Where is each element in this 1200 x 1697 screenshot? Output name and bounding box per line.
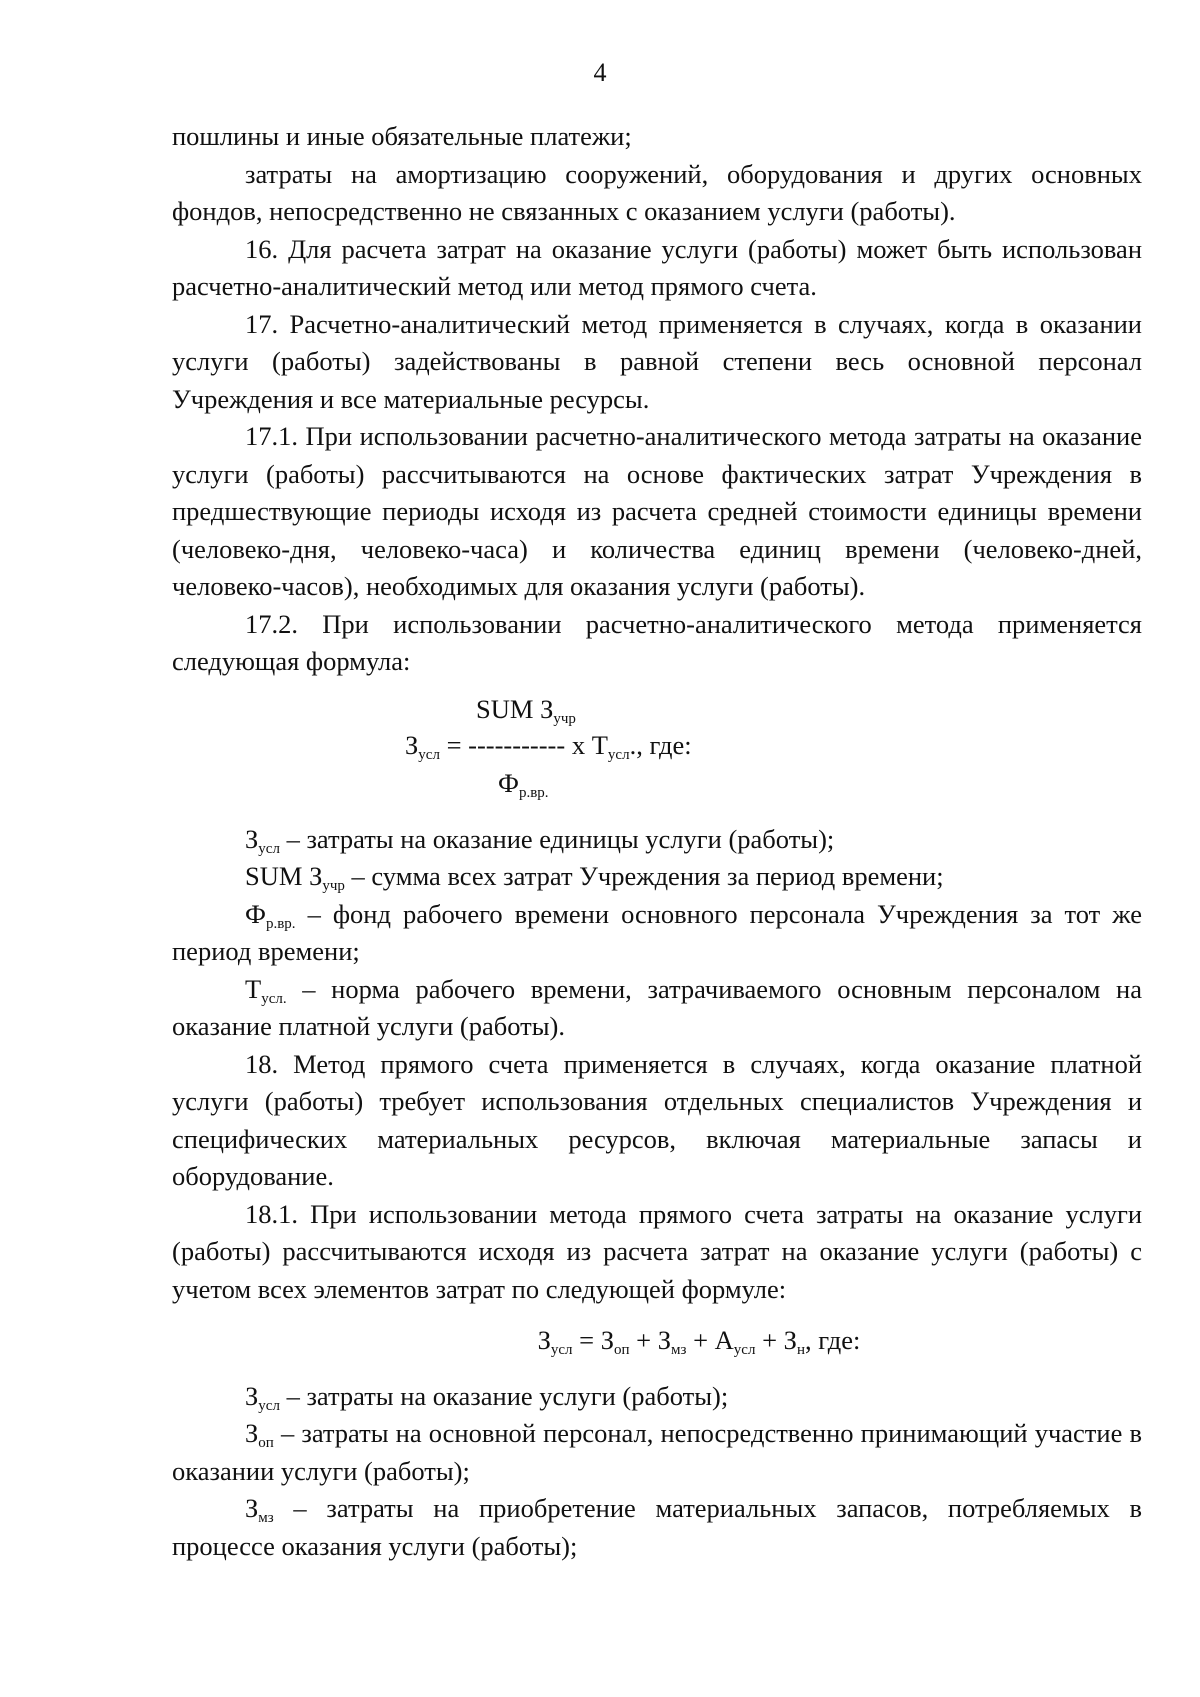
paragraph-17: 17. Расчетно-аналитический метод применяется в случаях, когда в оказании услуги (работы) задействованы в равной степени весь основной персонал Учреждения и все материальные ресурсы. [172,308,1142,414]
definition-sum-z-uchr: SUM $З_{учр}$ – сумма всех затрат Учреждения за период времени; [245,861,944,894]
definition-z-usl-2: $З_{усл}$ – затраты на оказание услуги (работы); [245,1380,729,1414]
definition-t-usl: $Т_{усл.}$ – норма рабочего времени, затрачиваемого основным персоналом на оказание платной услуги (работы). [172,973,1142,1041]
definition-z-op: $З_{оп}$ – затраты на основной персонал, непосредственно принимающий участие в оказании услуги (работы); [172,1418,1142,1486]
paragraph-duties: пошлины и иные обязательные платежи; [172,121,632,151]
document-body [172,118,1142,1565]
page-number: 4 [593,58,607,87]
paragraph-17-1: 17.1. При использовании расчетно-аналитического метода затраты на оказание услуги (работы) рассчитываются на основе фактических затрат Учреждения в предшествующие периоды исходя из расчета средней стоимости единицы времени (человеко-дня, человеко-часа) и количества единиц времени (человеко-дней, человеко-часов), необходимых для оказания услуги (работы). [172,421,1142,601]
paragraph-18: 18. Метод прямого счета применяется в случаях, когда оказание платной услуги (работы) требует использования отдельных специалистов Учреждения и специфических материальных ресурсов, включая материальные запасы и оборудование. [172,1048,1142,1191]
paragraph-amortization: затраты на амортизацию сооружений, оборудования и других основных фондов, непосредственно не связанных с оказанием услуги (работы). [172,158,1142,226]
definition-z-usl: $З_{усл}$ – затраты на оказание единицы услуги (работы); [245,823,835,857]
formula-calculation-analytical [172,681,1142,803]
paragraph-16: 16. Для расчета затрат на оказание услуги (работы) может быть использован расчетно-аналитический метод или метод прямого счета. [172,233,1142,301]
paragraph-17-2: 17.2. При использовании расчетно-аналитического метода применяется следующая формула: [172,608,1142,676]
formula-numerator: SUM $З_{учр}$ [476,693,576,727]
definition-z-mz: $З_{мз}$ – затраты на приобретение материальных запасов, потребляемых в процессе оказания услуги (работы); [172,1493,1142,1561]
formula-direct-count: $З_{усл} = З_{оп} + З_{мз} + А_{усл} + З_н$, где: [537,1325,861,1358]
formula-main-line: $З_{усл}$ = ----------- x $Т_{усл}$., где: [405,729,692,763]
formula-denominator: $Ф_{р.вр.}$ [498,767,549,801]
definition-f-r-vr: $Ф_{р.вр.}$ – фонд рабочего времени основного персонала Учреждения за тот же период времени; [172,898,1142,966]
paragraph-18-1: 18.1. При использовании метода прямого счета затраты на оказание услуги (работы) рассчитываются исходя из расчета затрат на оказание услуги (работы) с учетом всех элементов затрат по следующей формуле: [172,1198,1142,1304]
